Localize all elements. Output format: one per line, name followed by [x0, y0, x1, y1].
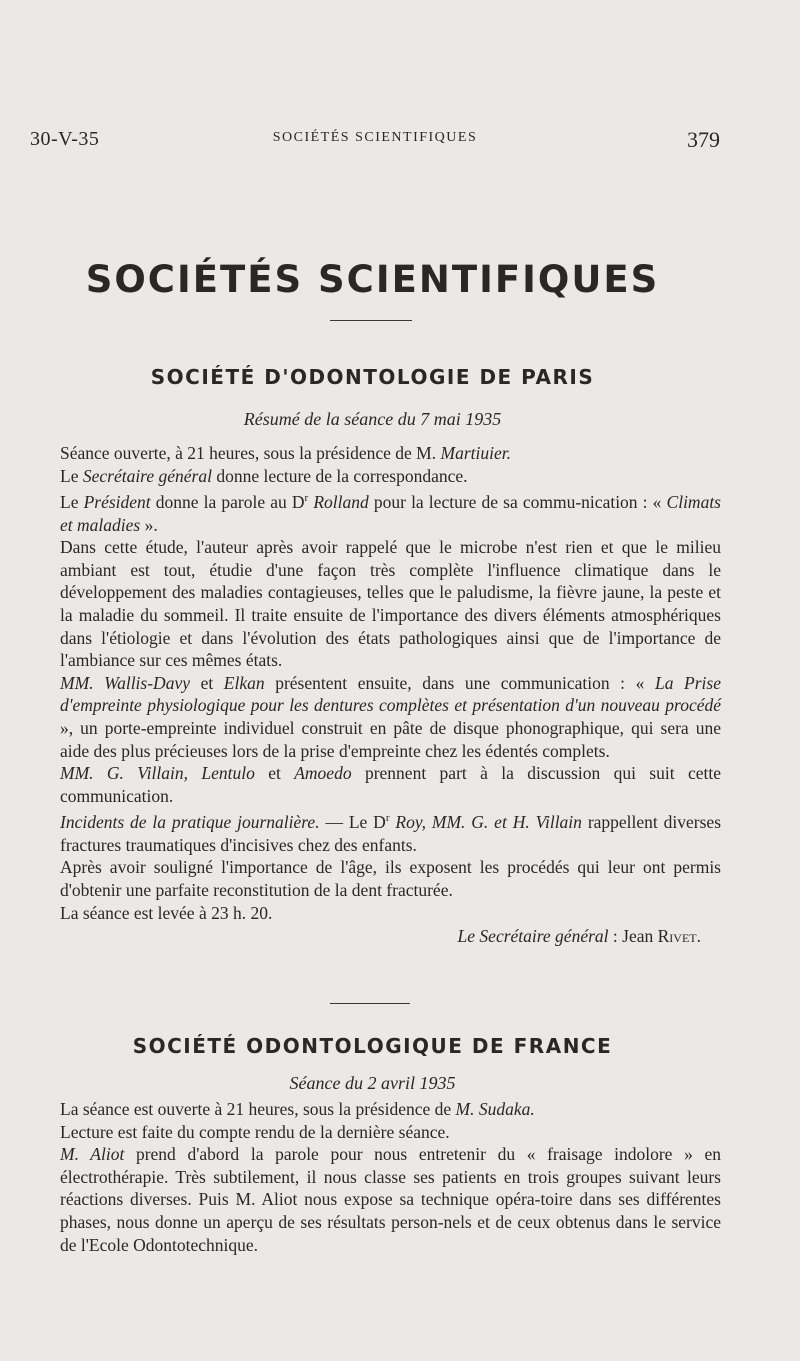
text: — Le D [319, 812, 386, 833]
section-divider [330, 1003, 410, 1004]
text: prennent part à la discussion qui suit cette communication. [60, 763, 721, 806]
signature-name: Rivet. [657, 926, 701, 947]
text-italic: Secrétaire général [82, 465, 212, 486]
header-section: SOCIÉTÉS SCIENTIFIQUES [272, 130, 478, 145]
paragraph: Après avoir souligné l'importance de l'âge, ils exposent les procédés qui leur ont permis d'obtenir une parfaite reconstitution de la dent fracturée. [60, 857, 721, 900]
text: pour la lecture de sa commu-nication : « [368, 492, 667, 513]
text: donne lecture de la correspondance. [211, 465, 468, 486]
society-title-france: SOCIÉTÉ ODONTOLOGIQUE DE FRANCE [132, 1034, 613, 1058]
paragraph [60, 672, 721, 762]
signature [60, 924, 721, 948]
session-heading-france: Séance du 2 avril 1935 [289, 1073, 456, 1093]
text: : Jean [608, 926, 658, 947]
header-date: 30-V-35 [30, 128, 100, 150]
text: présentent ensuite, dans une communication : « [264, 672, 655, 693]
superscript: r [304, 492, 309, 505]
paragraph: La séance est levée à 23 h. 20. [60, 902, 273, 923]
text-italic: La Prise d'empreinte physiologique pour les dentures complètes et présentation d'un nouveau procédé [60, 672, 721, 716]
president-name: M. Sudaka. [455, 1099, 535, 1119]
signature-role: Le Secrétaire général [457, 926, 609, 947]
paragraph [60, 487, 721, 536]
paragraph: Lecture est faite du compte rendu de la dernière séance. [60, 1121, 450, 1142]
text-italic: Rolland [308, 492, 369, 513]
paragraph [60, 465, 721, 488]
text-italic: Amoedo [294, 763, 352, 784]
article-paris [60, 442, 721, 948]
page-number: 379 [687, 127, 720, 152]
text: », un porte-empreinte individuel construit en pâte de disque phonographique, qui sera une aide des plus précieuses lors de la prise d'empreinte chez les édentés complets. [60, 717, 721, 761]
text: donne la parole au D [150, 492, 305, 513]
text: rappellent diverses fractures traumatiques d'incisives chez des enfants. [60, 812, 722, 855]
text: et [254, 763, 295, 784]
running-header [30, 128, 720, 152]
text: Séance ouverte, à 21 heures, sous la présidence de M. [60, 443, 441, 463]
text-italic: M. Aliot [60, 1144, 125, 1165]
text-italic: Climats et maladies [60, 492, 721, 535]
text-italic: Président [83, 492, 151, 513]
paragraph [60, 807, 721, 856]
article-france [60, 1098, 721, 1256]
paragraph [60, 1143, 721, 1256]
president-name: Martiuier. [440, 443, 511, 463]
text-italic: MM. G. Villain, Lentulo [60, 763, 255, 784]
paragraph: Dans cette étude, l'auteur après avoir rappelé que le microbe n'est rien et que le milieu ambiant est tout, étudie d'une façon très complète l'influence climatique dans le développement des maladies contagieuses, telles que le paludisme, la fièvre jaune, la peste et la maladie du sommeil. Il traite ensuite de l'importance des divers éléments atmosphériques dans l'étiologie et dans l'évolution des états pathologiques ainsi que de l'importance de l'ambiance sur ces mêmes états. [60, 537, 721, 671]
text-italic: Incidents de la pratique journalière. [60, 812, 320, 833]
text-italic: MM. Wallis-Davy [60, 672, 190, 693]
main-title: SOCIÉTÉS SCIENTIFIQUES [85, 258, 660, 301]
text: La séance est ouverte à 21 heures, sous la présidence de [60, 1099, 456, 1119]
text: ». [140, 514, 158, 535]
text: et [189, 672, 224, 693]
text-italic: Elkan [223, 672, 265, 693]
paragraph [60, 762, 721, 807]
text-italic: Roy, MM. G. et H. Villain [389, 812, 582, 833]
session-heading-paris: Résumé de la séance du 7 mai 1935 [243, 409, 502, 429]
society-title-paris: SOCIÉTÉ D'ODONTOLOGIE DE PARIS [150, 365, 595, 389]
text: prend d'abord la parole pour nous entretenir du « fraisage indolore » en électrothérapie. Très subtilement, il nous classe ses patients en trois groupes suivant leurs réactions diverses. Puis M. Aliot nous expose sa technique opéra-toire dans ses différentes phases, nous donne un aperçu de ses résultats person-nels et de ceux obtenus dans le service de l'Ecole Odontotechnique. [60, 1144, 721, 1255]
text: Le [60, 492, 84, 513]
paragraph [60, 1098, 721, 1121]
paragraph [60, 442, 721, 465]
text: Le [60, 465, 83, 486]
superscript: r [385, 812, 390, 825]
title-divider [330, 320, 412, 321]
